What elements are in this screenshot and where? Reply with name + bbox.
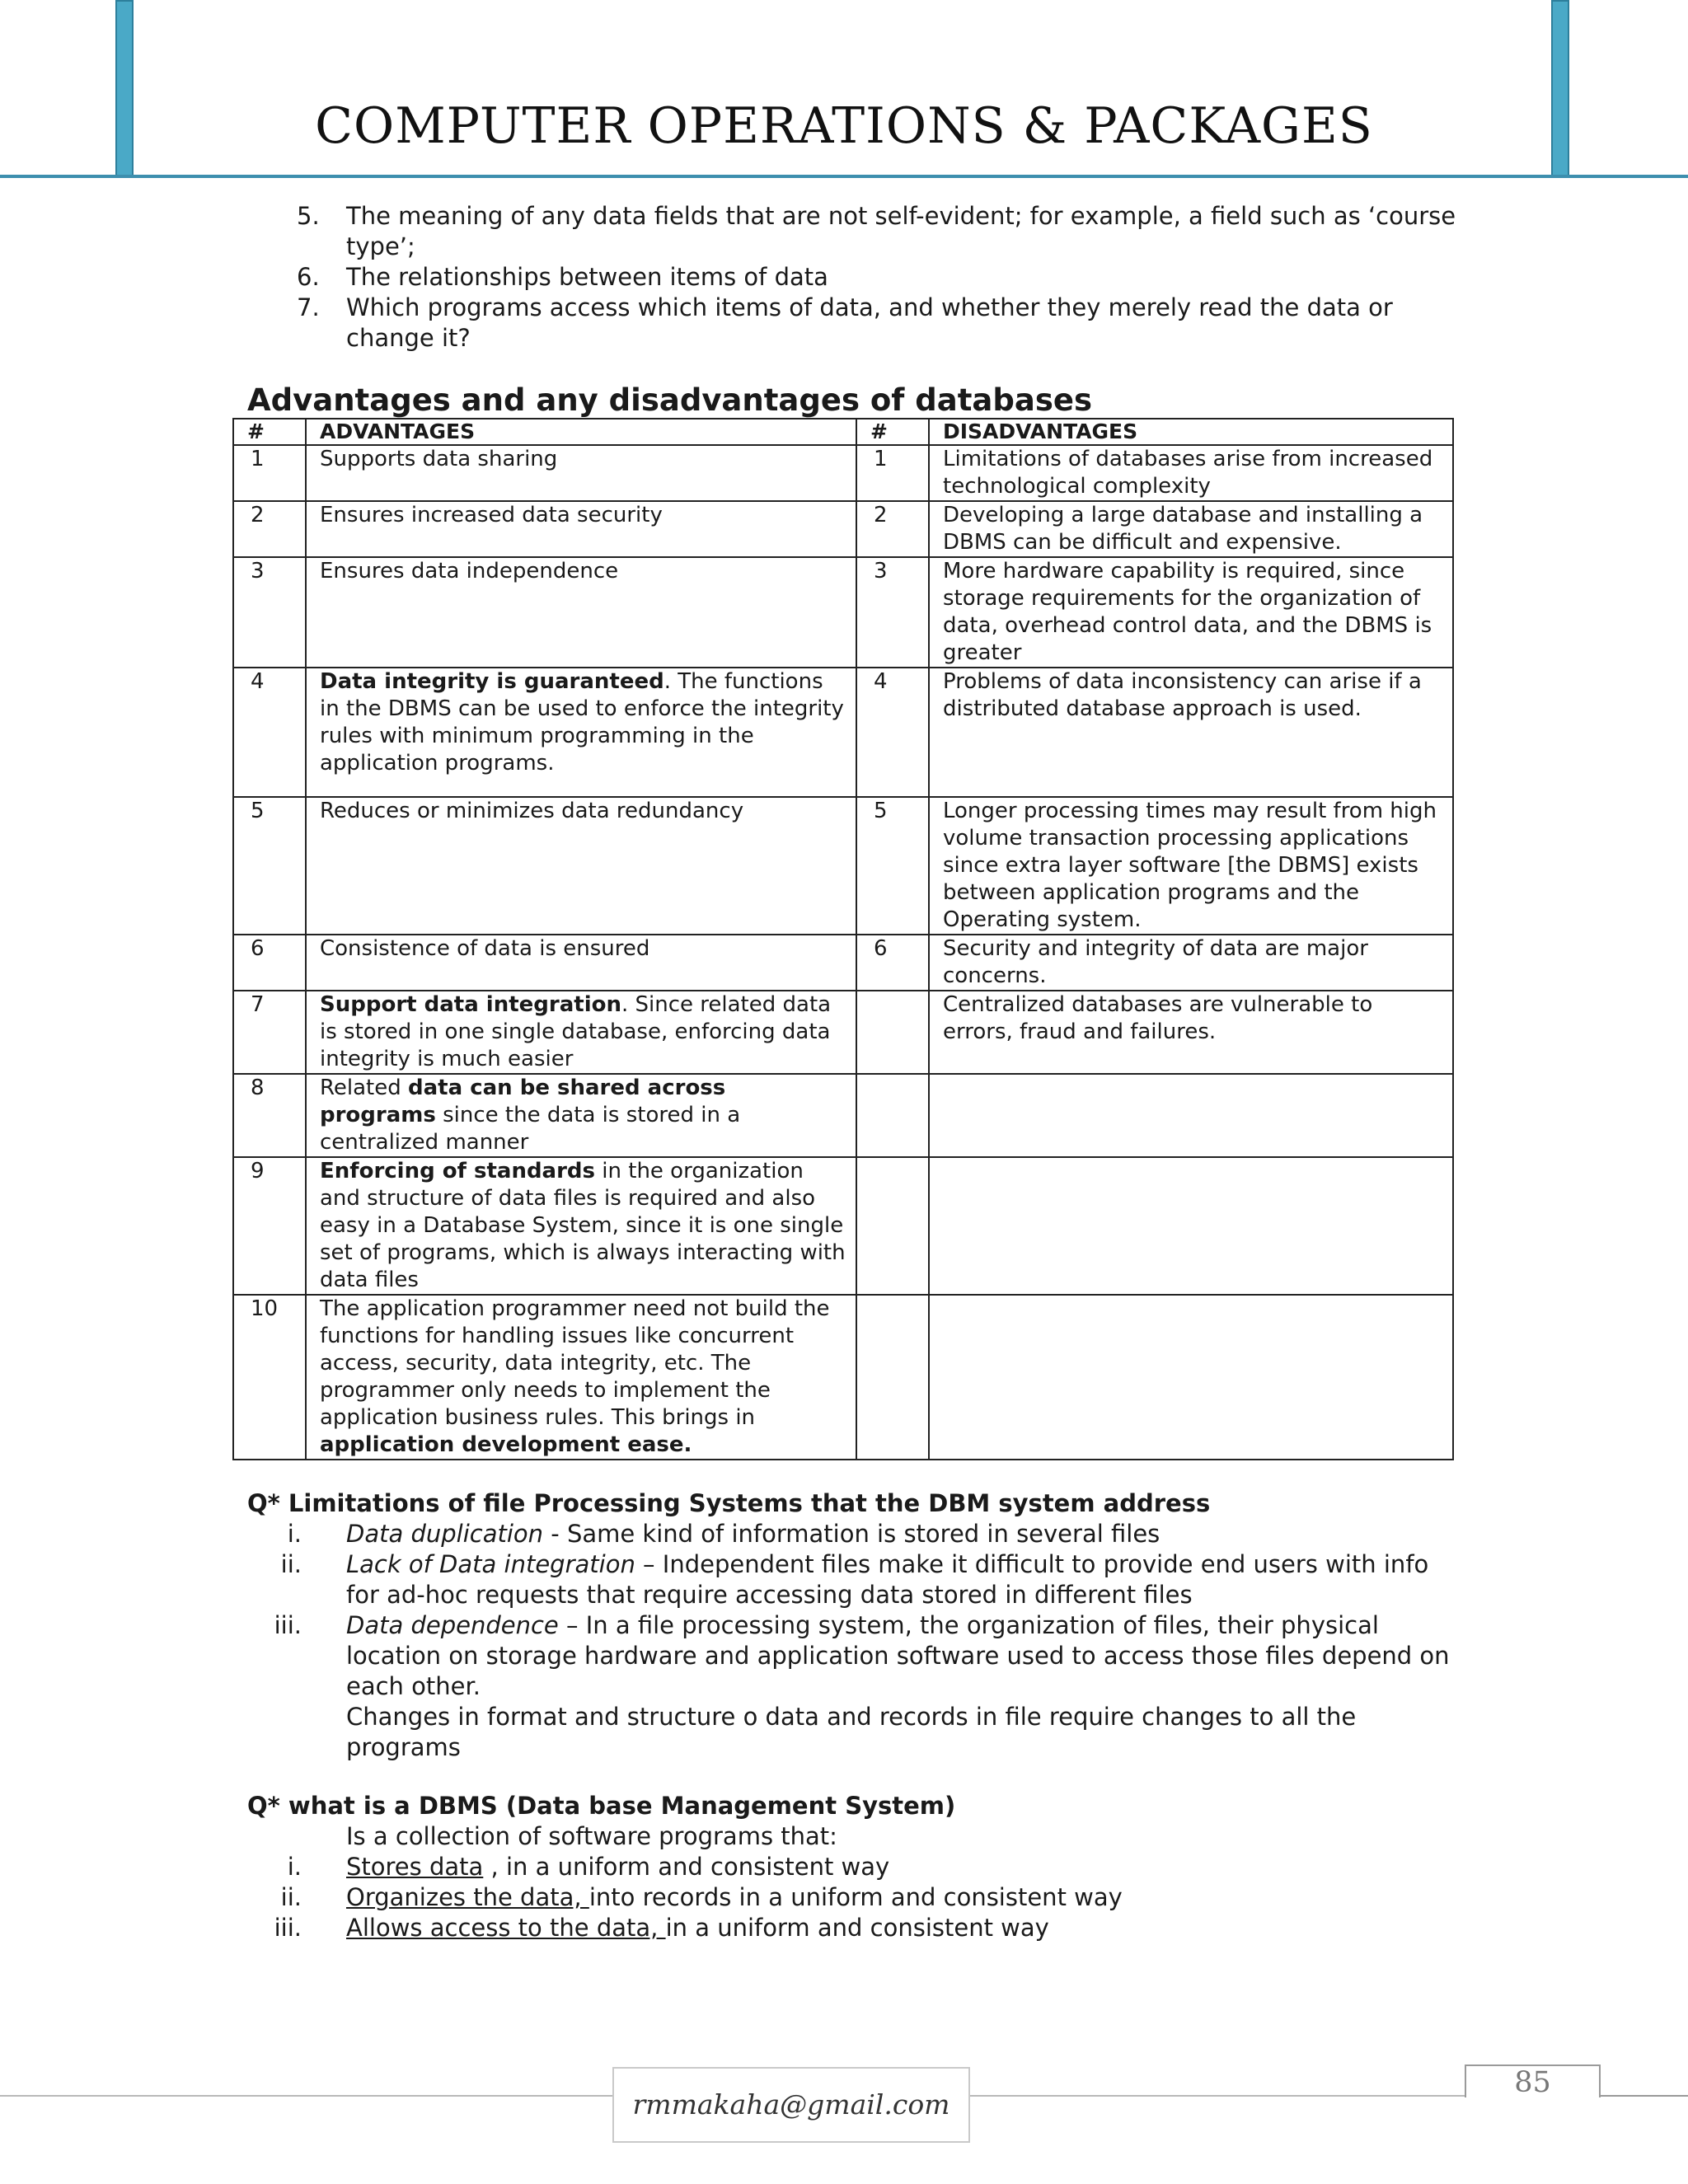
row-number: 1	[233, 445, 306, 501]
list-item	[247, 1519, 1459, 1549]
advantage-cell	[306, 557, 856, 668]
list-text: in a uniform and consistent way	[665, 1914, 1049, 1942]
disadvantage-cell: More hardware capability is required, since storage requirements for the organization of data, overhead control data, and the DBMS is greater	[929, 557, 1453, 668]
list-term: Lack of Data integration	[346, 1550, 635, 1578]
disadvantage-cell: Limitations of databases arise from increased technological complexity	[929, 445, 1453, 501]
list-term: Data duplication	[346, 1520, 544, 1548]
list-text: The meaning of any data fields that are not self-evident; for example, a field such as ‘course type’;	[346, 202, 1456, 260]
row-number: 6	[856, 935, 929, 991]
list-text: , in a uniform and consistent way	[483, 1853, 890, 1881]
row-number: 6	[233, 935, 306, 991]
disadvantage-cell: Developing a large database and installing a DBMS can be difficult and expensive.	[929, 501, 1453, 557]
row-number: 8	[233, 1074, 306, 1157]
disadvantage-cell	[929, 1295, 1453, 1460]
advantage-text: Reduces or minimizes data redundancy	[320, 799, 744, 823]
table-row	[233, 935, 1453, 991]
paragraph: Changes in format and structure o data and records in file require changes to all the programs	[346, 1703, 1357, 1761]
list-item	[247, 1913, 1459, 1943]
list-item	[247, 293, 1459, 354]
list-item	[247, 201, 1459, 262]
table-row	[233, 1074, 1453, 1157]
row-number: 9	[233, 1157, 306, 1295]
list-text: – In a file processing system, the organization of files, their physical location on storage hardware and application software used to access those files depend on each other.	[346, 1611, 1450, 1700]
advantage-text: . Since related data is stored in one single database, enforcing data integrity is much easier	[320, 992, 832, 1071]
section-title: Advantages and any disadvantages of databases	[247, 382, 1092, 418]
page-number: 85	[1465, 2064, 1601, 2097]
list-text: The relationships between items of data	[346, 263, 828, 291]
advantage-cell	[306, 1074, 856, 1157]
disadvantage-cell: Security and integrity of data are major concerns.	[929, 935, 1453, 991]
advantage-text: since the data is stored in a centralized manner	[320, 1103, 741, 1155]
advantage-text: in the organization and structure of data files is required and also easy in a Database System, since it is one single set of programs, which is always interacting with data files	[320, 1159, 846, 1292]
table-row	[233, 557, 1453, 668]
row-number: 4	[856, 668, 929, 797]
row-number: 10	[233, 1295, 306, 1460]
footer-rule	[0, 2095, 612, 2097]
list-number: iii.	[274, 1611, 302, 1639]
column-header-num: #	[856, 419, 929, 445]
advantage-cell	[306, 445, 856, 501]
row-number: 5	[233, 797, 306, 935]
footer-rule	[970, 2095, 1465, 2097]
row-number: 3	[856, 557, 929, 668]
row-number: 7	[233, 991, 306, 1074]
list-item	[247, 1610, 1459, 1702]
list-text: – Independent files make it difficult to provide end users with info for ad-hoc requests that require accessing data stored in different files	[346, 1550, 1429, 1609]
advantage-cell	[306, 501, 856, 557]
disadvantage-cell: Problems of data inconsistency can arise if a distributed database approach is used.	[929, 668, 1453, 797]
advantage-cell	[306, 1295, 856, 1460]
advantage-text: Ensures increased data security	[320, 503, 663, 527]
list-number: i.	[287, 1853, 302, 1881]
advantage-cell	[306, 991, 856, 1074]
advantage-bold-text: Support data integration	[320, 992, 621, 1017]
list-number: ii.	[280, 1550, 302, 1578]
table-header-row	[233, 419, 1453, 445]
table-row	[233, 445, 1453, 501]
list-text: - Same kind of information is stored in several files	[543, 1520, 1160, 1548]
row-number	[856, 1295, 929, 1460]
dbms-list	[247, 1852, 1459, 1943]
table-row	[233, 501, 1453, 557]
table-row	[233, 1157, 1453, 1295]
advantages-table	[232, 418, 1454, 1460]
list-number: ii.	[280, 1883, 302, 1911]
footer-rule	[1599, 2095, 1688, 2097]
advantage-bold-text: data can be shared across programs	[320, 1076, 726, 1127]
table-row	[233, 797, 1453, 935]
advantage-cell	[306, 797, 856, 935]
row-number	[856, 1157, 929, 1295]
list-text: into records in a uniform and consistent way	[588, 1883, 1123, 1911]
list-item	[247, 1882, 1459, 1913]
advantage-text: The application programmer need not build the functions for handling issues like concurrent access, security, data integrity, etc. The programmer only needs to implement the application business rules. This brings in	[320, 1296, 830, 1430]
list-number: iii.	[274, 1914, 302, 1942]
row-number	[856, 1074, 929, 1157]
row-number: 2	[233, 501, 306, 557]
limitations-list	[247, 1519, 1459, 1702]
list-number: i.	[287, 1520, 302, 1548]
column-header-disadvantages: DISADVANTAGES	[929, 419, 1453, 445]
advantage-bold-text: Enforcing of standards	[320, 1159, 596, 1183]
advantage-bold-text: application development ease.	[320, 1432, 692, 1457]
advantage-text: Supports data sharing	[320, 447, 558, 471]
table-row	[233, 668, 1453, 797]
question-title: Q* what is a DBMS (Data base Management System)	[247, 1792, 956, 1820]
intro-list	[247, 201, 1459, 354]
row-number	[856, 991, 929, 1074]
advantage-cell	[306, 1157, 856, 1295]
row-number: 2	[856, 501, 929, 557]
list-item	[247, 1549, 1459, 1610]
advantage-cell	[306, 668, 856, 797]
list-item	[247, 262, 1459, 293]
column-header-advantages: ADVANTAGES	[306, 419, 856, 445]
column-header-num: #	[233, 419, 306, 445]
table-row	[233, 991, 1453, 1074]
advantage-text: Consistence of data is ensured	[320, 936, 650, 961]
advantage-text: Ensures data independence	[320, 559, 619, 583]
row-number: 4	[233, 668, 306, 797]
list-item	[247, 1852, 1459, 1882]
disadvantage-cell: Longer processing times may result from high volume transaction processing applications since extra layer software [the DBMS] exists between application programs and the Operating system.	[929, 797, 1453, 935]
table-row	[233, 1295, 1453, 1460]
disadvantage-cell	[929, 1074, 1453, 1157]
list-number: 5.	[297, 202, 320, 230]
header-rule	[0, 175, 1688, 178]
list-term: Stores data	[346, 1853, 484, 1881]
list-text: Which programs access which items of data, and whether they merely read the data or change it?	[346, 293, 1393, 352]
page-title: COMPUTER OPERATIONS & PACKAGES	[315, 97, 1373, 155]
paragraph: Is a collection of software programs that:	[346, 1822, 837, 1850]
list-number: 7.	[297, 293, 320, 321]
question-title: Q* Limitations of file Processing Systems that the DBM system address	[247, 1489, 1211, 1517]
row-number: 3	[233, 557, 306, 668]
list-number: 6.	[297, 263, 320, 291]
list-term: Allows access to the data,	[346, 1914, 666, 1942]
list-term: Data dependence	[346, 1611, 559, 1639]
advantage-text: . The functions in the DBMS can be used to enforce the integrity rules with minimum programming in the application programs.	[320, 669, 844, 776]
row-number: 5	[856, 797, 929, 935]
footer-email: rmmakaha@gmail.com	[612, 2067, 970, 2143]
page-content	[247, 201, 1459, 1943]
advantage-cell	[306, 935, 856, 991]
row-number: 1	[856, 445, 929, 501]
advantage-text: Related	[320, 1076, 409, 1100]
list-term: Organizes the data,	[346, 1883, 589, 1911]
disadvantage-cell	[929, 1157, 1453, 1295]
disadvantage-cell: Centralized databases are vulnerable to errors, fraud and failures.	[929, 991, 1453, 1074]
advantage-bold-text: Data integrity is guaranteed	[320, 669, 664, 694]
